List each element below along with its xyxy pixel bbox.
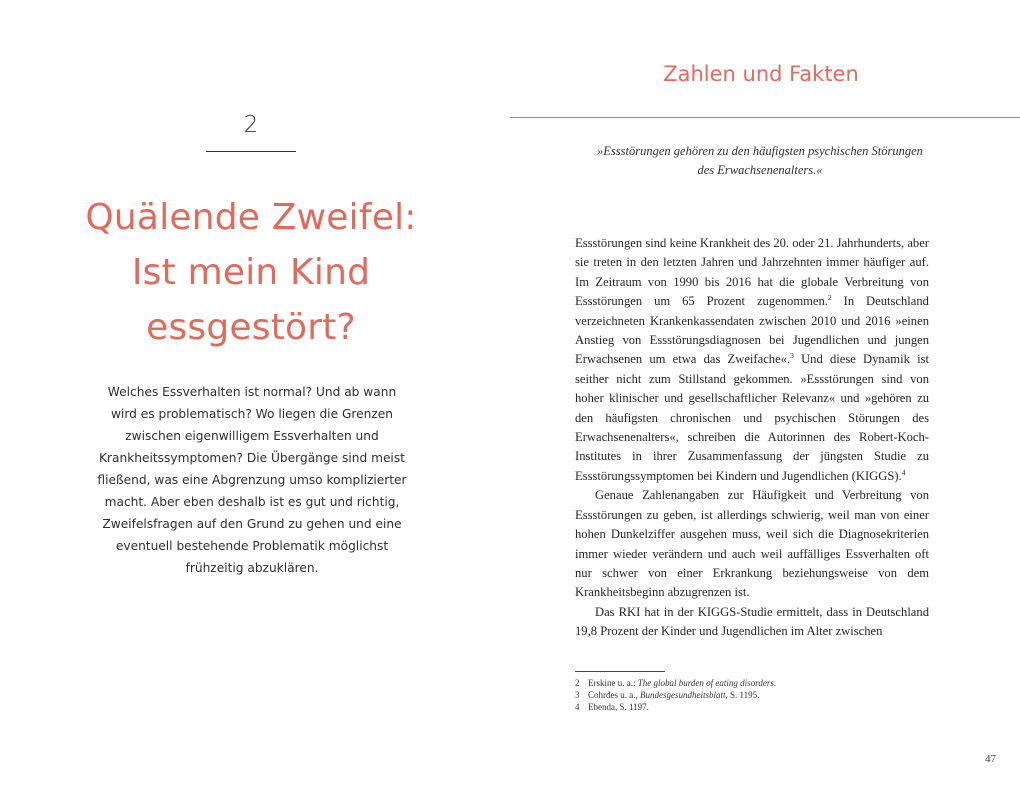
page-number: 47	[985, 753, 996, 765]
text-run: Essstörungen sind keine Krankheit des 20. oder 21. Jahrhunderts, aber sie treten in den letzten Jahren und Jahrzehnten immer häufiger auf. Im Zeitraum von 1990 bis 2016 hat die globale Verbreitung von Essstörungen um 65 Prozent zugenommen.	[575, 236, 929, 309]
footnote-text	[588, 690, 759, 702]
footnote-number: 3	[575, 689, 580, 700]
text-run: Bundesgesundheitsblatt	[640, 689, 726, 700]
chapter-title	[40, 190, 462, 355]
footnotes	[575, 678, 929, 713]
footnote	[575, 678, 929, 690]
section-divider	[510, 117, 1020, 118]
footnote-text	[588, 678, 776, 690]
footnote-ref: 2	[827, 293, 832, 303]
epigraph-quote: »Essstörungen gehören zu den häufigsten psychischen Störungen des Erwachsenenalters.«	[597, 144, 923, 177]
chapter-number: 2	[243, 112, 259, 138]
text-run: In Deutschland verzeichneten Krankenkassendaten zwischen 2010 und 2016 »einen Anstieg von Essstörungsdiagnosen bei Jugendlichen und jungen Erwachsenen um etwa das Zweifache«.	[575, 294, 929, 367]
footnote-text	[588, 702, 649, 714]
paragraph	[575, 234, 929, 486]
section-title: Zahlen und Fakten	[663, 62, 859, 86]
text-run: The global burden of eating disorders.	[637, 678, 777, 688]
text-run: Und diese Dynamik ist seither nicht zum Stillstand gekommen. »Essstörungen sind von hoher klinischer und gesellschaftlicher Relevanz« und »gehören zu den häufigsten chronischen und psychischen Störungen des Erwachsenenalters«, schreiben die Autorinnen des Robert-Koch-Institutes in ihrer Zusammenfassung der jüngsten Studie zu Essstörungssymptomen bei Kindern und Jugendlichen (KIGGS).	[575, 352, 929, 483]
text-run: Ebenda, S. 1197.	[588, 701, 649, 712]
footnote-number: 2	[575, 678, 580, 688]
chapter-title-line: Ist mein Kind	[131, 252, 371, 293]
footnote-ref: 4	[901, 467, 906, 477]
right-page	[510, 0, 1020, 793]
chapter-intro: Welches Essverhalten ist normal? Und ab wann wird es problematisch? Wo liegen die Grenzen zwischen eigenwilligem Essverhalten und Krankheitssymptomen? Die Übergänge sind meist fließend, was eine Abgrenzung umso komplizierter macht. Aber eben deshalb ist es gut und richtig, Zweifelsfragen auf den Grund zu gehen und eine eventuell bestehende Problematik möglichst frühzeitig abzuklären.	[97, 385, 407, 575]
footnote-number: 4	[575, 701, 580, 712]
footnote	[575, 690, 929, 702]
text-run: Erskine u. a.:	[588, 678, 638, 688]
paragraph: Das RKI hat in der KIGGS-Studie ermittelt, dass in Deutschland 19,8 Prozent der Kinder und Jugendlichen im Alter zwischen	[575, 604, 929, 639]
footnote	[575, 702, 929, 714]
text-run: Cohrdes u. a.,	[588, 689, 640, 700]
chapter-title-line: essgestört?	[146, 307, 356, 348]
paragraph: Genaue Zahlenangaben zur Häufigkeit und Verbreitung von Essstörungen zu geben, ist allerdings schwierig, weil man von einer hohen Dunkelziffer ausgehen muss, weil sich die Diagnosekriterien immer wieder verändern und auch weil auffälliges Essverhalten oft nur schwer von einer Erkrankung beziehungsweise von dem Krankheitsbeginn abzugrenzen ist.	[575, 488, 929, 600]
body-text	[575, 234, 929, 642]
chapter-title-line: Quälende Zweifel:	[85, 197, 417, 238]
text-run: , S. 1195.	[725, 689, 760, 700]
footnote-divider	[575, 671, 665, 672]
footnote-ref: 3	[790, 351, 794, 361]
chapter-divider	[206, 151, 296, 152]
